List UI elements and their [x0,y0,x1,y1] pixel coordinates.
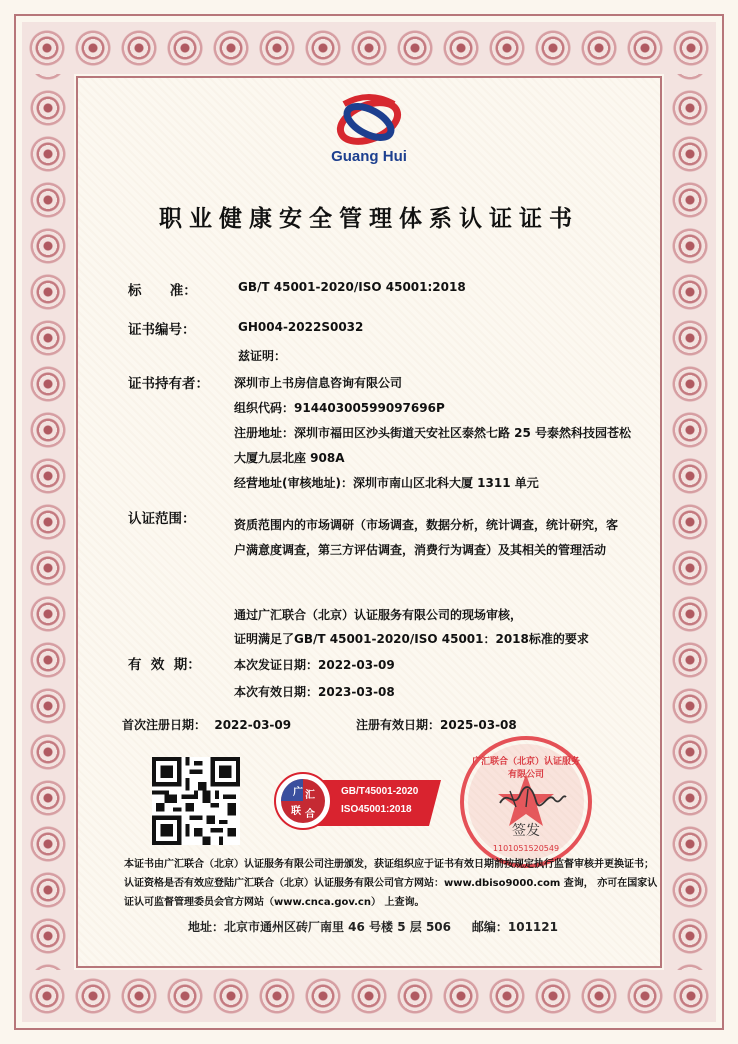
badge-char-1: 广 [293,787,303,798]
footer-note-line3: 证认可监督管理委员会官方网站（www.cnca.gov.cn） 上查询。 [124,897,425,908]
certificate-title: 职业健康安全管理体系认证证书 [159,206,579,232]
accreditation-badge-icon [273,772,441,830]
first-registration-date: 首次注册日期： 2022-03-09 [122,718,292,732]
guanghui-logo-icon [322,92,416,150]
certify-label: 兹证明： [238,349,287,363]
badge-standard-line2: ISO45001:2018 [341,804,412,815]
seal-ring-text: 广汇联合（北京）认证服务有限公司 [472,757,581,780]
handwritten-signature [498,783,568,813]
footer-note-line2: 认证资格是否有效应登陆广汇联合（北京）认证服务有限公司官方网站：www.dbiso9000.com 查询， 亦可在国家认 [124,878,658,889]
registration-expire-date: 注册有效日期：2025-03-08 [356,718,517,732]
ornament-band-bottom [22,970,716,1022]
signature-icon [498,783,568,813]
ornament-band-top [22,22,716,74]
scope-label: 认证范围： [128,511,196,527]
footer-note-line1: 本证书由广汇联合（北京）认证服务有限公司注册颁发，获证组织应于证书有效日期前按规定执行监督审核并更换证书； [124,859,654,870]
holder-biz-address: 经营地址(审核地址)：深圳市南山区北科大厦 1311 单元 [234,476,539,490]
holder-reg-address-line1: 注册地址：深圳市福田区沙头街道天安社区泰然七路 25 号泰然科技园苍松 [234,426,632,440]
validity-expire-date: 本次有效日期：2023-03-08 [234,685,395,699]
badge-standard-line1: GB/T45001-2020 [341,786,419,797]
scope-line1: 资质范围内的市场调研（市场调查，数据分析，统计调查，统计研究，客 [234,518,619,532]
standard-label: 标 准： [128,283,197,299]
validity-label: 有 效 期： [128,657,201,673]
statement-line2: 证明满足了GB/T 45001-2020/ISO 45001：2018标准的要求 [234,632,589,646]
holder-reg-address-line2: 大厦九层北座 908A [234,451,345,465]
ornament-band-right [664,74,716,970]
qr-code-icon [152,757,240,845]
standard-value: GB/T 45001-2020/ISO 45001:2018 [238,280,466,294]
badge-char-2: 汇 [305,790,315,801]
accreditation-badge [273,772,441,830]
validity-issue-date: 本次发证日期：2022-03-09 [234,658,395,672]
qr-code [152,757,240,845]
seal-number: 1101051520549 [492,844,560,853]
footer-address: 地址：北京市通州区砖厂南里 46 号楼 5 层 506 邮编：101121 [188,920,558,934]
statement-line1: 通过广汇联合（北京）认证服务有限公司的现场审核， [234,608,523,622]
badge-char-3: 联 [291,806,301,817]
badge-char-4: 合 [305,809,315,820]
holder-label: 证书持有者： [128,376,209,392]
scope-line2: 户满意度调查，第三方评估调查，消费行为调查）及其相关的管理活动 [234,543,607,557]
logo-brand-text: Guang Hui [331,148,407,165]
cert-number-label: 证书编号： [128,322,196,338]
cert-number-value: GH004-2022S0032 [238,320,364,334]
sign-label: 签发 [512,823,540,839]
guanghui-logo [322,92,416,172]
ornament-band-left [22,74,74,970]
holder-name: 深圳市上书房信息咨询有限公司 [234,376,403,390]
holder-org-code: 组织代码：91440300599097696P [234,401,445,415]
